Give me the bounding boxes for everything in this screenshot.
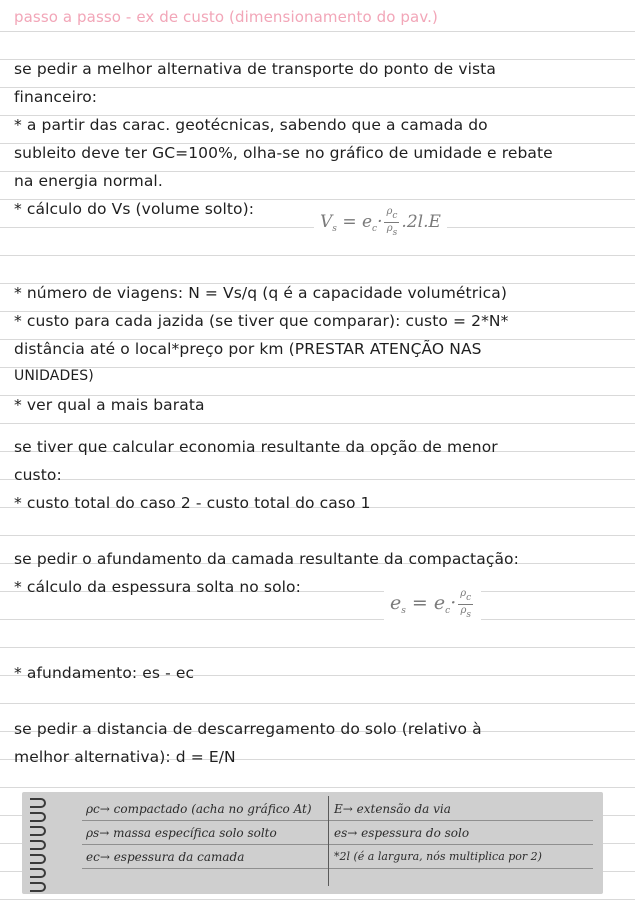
text-line: * cálculo da espessura solta no solo: [14,578,301,596]
note-right-2: es→ espessura do solo [334,826,470,840]
fraction-denominator-sub: s [392,228,398,238]
text-line: * custo total do caso 2 - custo total do caso 1 [14,494,371,512]
formula-tail: .2l.E [401,212,441,232]
text-line: se tiver que calcular economia resultante da opção de menor [14,438,498,456]
note-left-2: ρs→ massa específica solo solto [86,826,277,840]
fraction-numerator-sub: c [392,211,398,221]
formula-dot: · [450,592,457,614]
text-line: * ver qual a mais barata [14,396,205,414]
formula-lhs: V [320,212,333,232]
formula-eq: = [411,592,428,614]
text-line: UNIDADES) [14,368,94,384]
text-line: financeiro: [14,88,98,106]
fraction-numerator: ρ [460,587,467,599]
formula-fraction [384,206,399,239]
formula-vs [314,203,447,247]
fraction-numerator: ρ [386,206,393,217]
formula-fraction [458,588,473,621]
text-line: subleito deve ter GC=100%, olha-se no gráfico de umidade e rebate [14,144,553,162]
page-title: passo a passo - ex de custo (dimensionamento do pav.) [14,8,438,26]
text-line: * cálculo do Vs (volume solto): [14,200,255,218]
text-line: melhor alternativa): d = E/N [14,748,236,766]
formula-eq: = [342,212,357,232]
text-line: * afundamento: es - ec [14,664,195,682]
formula-lhs-sub: s [332,224,337,234]
text-line: * custo para cada jazida (se tiver que comparar): custo = 2*N* [14,312,509,330]
fraction-numerator-sub: c [466,592,472,603]
text-line: distância até o local*preço por km (PRESTAR ATENÇÃO NAS [14,340,482,358]
text-line: se pedir a distancia de descarregamento do solo (relativo à [14,720,482,738]
text-line: * a partir das carac. geotécnicas, sabendo que a camada do [14,116,488,134]
text-line: * número de viagens: N = Vs/q (q é a capacidade volumétrica) [14,284,507,302]
formula-es [384,582,481,628]
note-right-3: *2l (é a largura, nós multiplica por 2) [334,850,542,863]
formula-e-sub: c [372,224,378,234]
formula-dot: · [377,212,383,232]
spiral-binding-icon [28,792,46,894]
text-line: se pedir o afundamento da camada resultante da compactação: [14,550,519,568]
fraction-denominator: ρ [386,223,393,234]
fraction-denominator: ρ [460,604,467,616]
note-right-1: E→ extensão da via [334,802,451,816]
formula-lhs-sub: s [401,606,406,616]
formula-lhs: e [390,592,402,614]
note-left-1: ρc→ compactado (acha no gráfico At) [86,802,312,816]
handwritten-notes-photo [22,792,603,894]
text-line: se pedir a melhor alternativa de transporte do ponto de vista [14,60,496,78]
formula-e: e [433,592,446,614]
formula-e-sub: c [445,606,451,616]
fraction-denominator-sub: s [466,609,471,620]
text-line: na energia normal. [14,172,163,190]
text-line: custo: [14,466,62,484]
formula-e: e [361,212,373,232]
note-left-3: ec→ espessura da camada [86,850,245,864]
